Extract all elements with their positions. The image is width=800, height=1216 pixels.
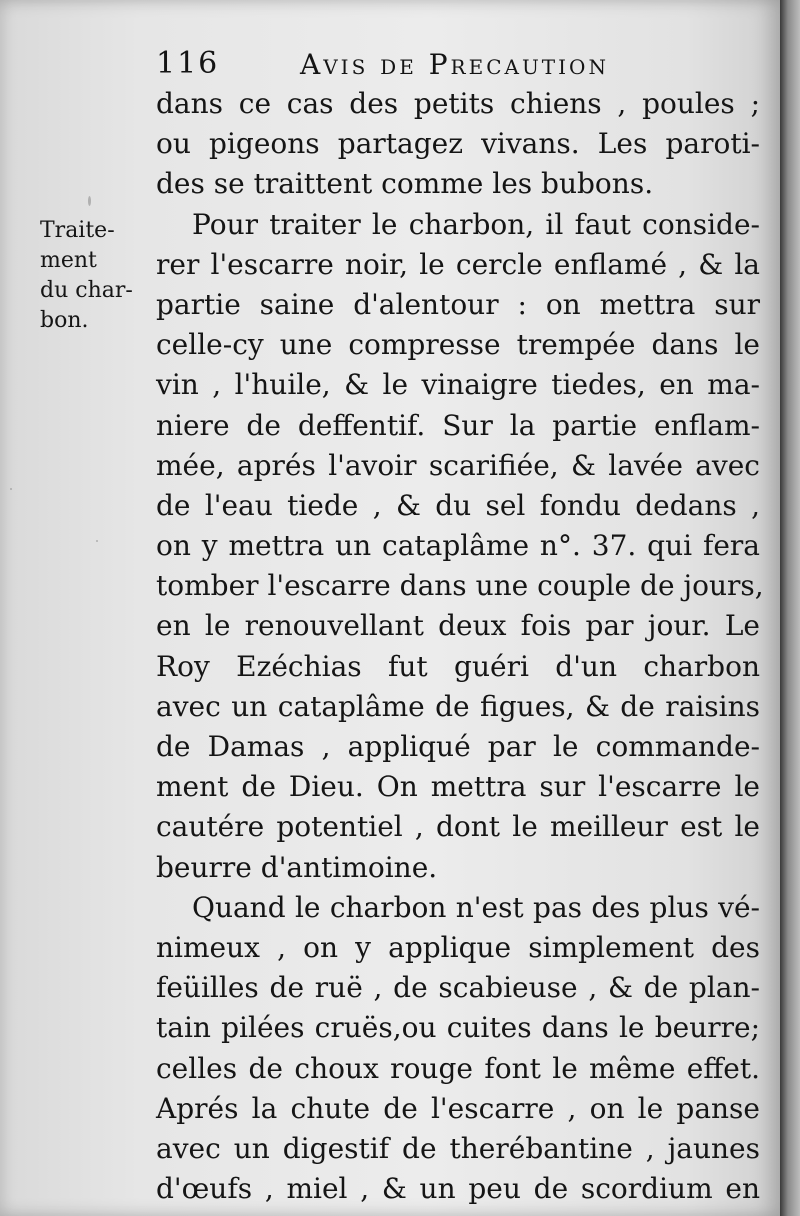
text-line: dans ce cas des petits chiens , poules ; xyxy=(156,87,760,120)
text-line: beurre d'antimoine. xyxy=(156,850,438,884)
text-line: tomber l'escarre dans une couple de jours, xyxy=(156,569,764,603)
page-edge-shadow xyxy=(780,0,800,1216)
margin-note-line: Traite- xyxy=(40,218,115,243)
text-line: celles de choux rouge font le même effet. xyxy=(156,1051,760,1085)
text-line: ment de Dieu. On mettra sur l'escarre le xyxy=(156,770,760,804)
text-line: on y mettra un cataplâme n°. 37. qui fera xyxy=(156,529,760,563)
margin-note-line: ment xyxy=(40,248,97,273)
body-text xyxy=(156,84,764,1209)
text-line: vin , l'huile, & le vinaigre tiedes, en ma- xyxy=(156,368,760,402)
paper-speck xyxy=(88,196,91,206)
text-line: avec un digestif de therébantine , jaunes xyxy=(156,1131,760,1165)
text-line: mée, aprés l'avoir scarifiée, & lavée avec xyxy=(156,448,760,482)
text-line: en le renouvellant deux fois par jour. Le xyxy=(156,609,760,643)
text-line: de Damas , appliqué par le commande- xyxy=(156,730,760,763)
page-number: 116 xyxy=(156,46,220,81)
paper-speck xyxy=(96,540,98,542)
text-line: de l'eau tiede , & du sel fondu dedans , xyxy=(156,488,760,522)
margin-note xyxy=(40,216,150,336)
text-line: avec un cataplâme de figues, & de raisins xyxy=(156,689,760,723)
text-line: partie saine d'alentour : on mettra sur xyxy=(156,287,760,321)
running-title: Avis de Precaution xyxy=(300,48,609,81)
text-line: cautére potentiel , dont le meilleur est le xyxy=(156,810,760,844)
text-line: celle-cy une compresse trempée dans le xyxy=(156,328,760,362)
page-header xyxy=(156,40,756,88)
text-line: feüilles de ruë , de scabieuse , & de plan- xyxy=(156,971,760,1005)
text-line: d'œufs , miel , & un peu de scordium en xyxy=(156,1172,760,1206)
text-line: niere de deffentif. Sur la partie enflam- xyxy=(156,408,760,442)
text-line: nimeux , on y applique simplement des xyxy=(156,930,760,964)
text-line: des se traittent comme les bubons. xyxy=(156,167,654,201)
text-line: ou pigeons partagez vivans. Les paroti- xyxy=(156,127,760,161)
margin-note-line: bon. xyxy=(40,308,89,333)
margin-note-line: du char- xyxy=(40,278,133,303)
text-line: Quand le charbon n'est pas des plus vé- xyxy=(192,890,760,924)
text-line: Pour traiter le charbon, il faut conside- xyxy=(192,207,760,241)
paper-speck xyxy=(10,488,12,490)
text-line: rer l'escarre noir, le cercle enflamé , & la xyxy=(156,247,760,281)
text-line: tain pilées cruës,ou cuites dans le beurre; xyxy=(156,1011,760,1045)
text-line: Roy Ezéchias fut guéri d'un charbon xyxy=(156,649,760,683)
text-line: Aprés la chute de l'escarre , on le panse xyxy=(156,1091,760,1125)
